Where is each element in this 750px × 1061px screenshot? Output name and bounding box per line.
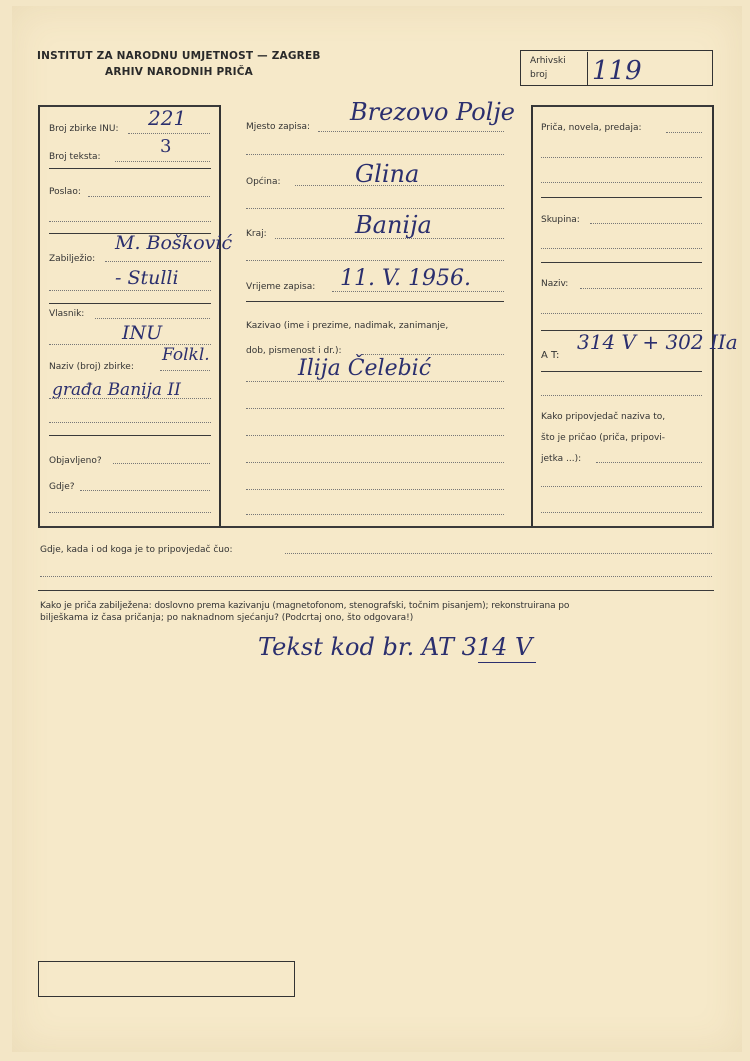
institute-name: INSTITUT ZA NARODNU UMJETNOST — ZAGREB	[37, 50, 321, 62]
text-number-label: Broj teksta:	[49, 152, 101, 162]
recording-method-line-1: Kako je priča zabilježena: doslovno prema kazivanju (magnetofonom, stenografski, točnim pisanjem); rekonstruirana po	[40, 601, 570, 611]
narrator-label: Kazivao (ime i prezime, nadimak, zanimanje,	[246, 321, 449, 331]
collection-name-label: Naziv (broj) zbirke:	[49, 362, 134, 372]
group-label: Skupina:	[541, 215, 580, 225]
recorded-by-value: M. Bošković	[115, 232, 233, 254]
collection-number-label: Broj zbirke INU:	[49, 124, 119, 134]
title-label: Naziv:	[541, 279, 569, 289]
narrator-term-label-2: što je pričao (priča, pripovi-	[541, 433, 666, 443]
record-date-value: 11. V. 1956.	[340, 266, 471, 291]
region-label: Kraj:	[246, 229, 267, 239]
narrator-label-2: dob, pismenost i dr.):	[246, 346, 342, 356]
owner-label: Vlasnik:	[49, 309, 85, 319]
place-label: Mjesto zapisa:	[246, 122, 311, 132]
text-number-value: 3	[160, 136, 172, 157]
story-type-label: Priča, novela, predaja:	[541, 123, 642, 133]
at-value: 314 V + 302 IIa	[577, 330, 738, 354]
archive-label-2: broj	[530, 70, 548, 80]
stamp-box	[38, 961, 295, 997]
place-value: Brezovo Polje	[350, 98, 515, 126]
municipality-label: Općina:	[246, 177, 281, 187]
sent-by-label: Poslao:	[49, 187, 81, 197]
recorded-by-label: Zabilježio:	[49, 254, 96, 264]
owner-value: INU	[122, 322, 163, 344]
at-label: A T:	[541, 350, 560, 361]
narrator-value: Ilija Čelebić	[298, 356, 432, 381]
archive-label: Arhivski	[530, 56, 566, 66]
published-label: Objavljeno?	[49, 456, 102, 466]
recording-method-line-2: bilješkama iz časa pričanja; po naknadnom sjećanju? (Podcrtaj ono, što odgovara!)	[40, 613, 414, 623]
where-label: Gdje?	[49, 482, 75, 492]
municipality-value: Glina	[355, 160, 420, 188]
narrator-term-label: Kako pripovjedač naziva to,	[541, 412, 666, 422]
collection-name-value-2: građa Banija II	[52, 380, 181, 400]
narrator-term-label-3: jetka ...):	[541, 454, 582, 464]
collection-number-value: 221	[148, 106, 187, 130]
archive-number: 119	[592, 56, 642, 86]
region-value: Banija	[355, 211, 432, 239]
recording-note: Tekst kod br. AT 314 V	[258, 633, 533, 661]
source-label: Gdje, kada i od koga je to pripovjedač čuo:	[40, 545, 233, 555]
archive-title: ARHIV NARODNIH PRIČA	[105, 66, 253, 78]
collection-name-value: Folkl.	[162, 345, 210, 365]
record-date-label: Vrijeme zapisa:	[246, 282, 316, 292]
recorded-by-value-2: - Stulli	[115, 267, 179, 289]
